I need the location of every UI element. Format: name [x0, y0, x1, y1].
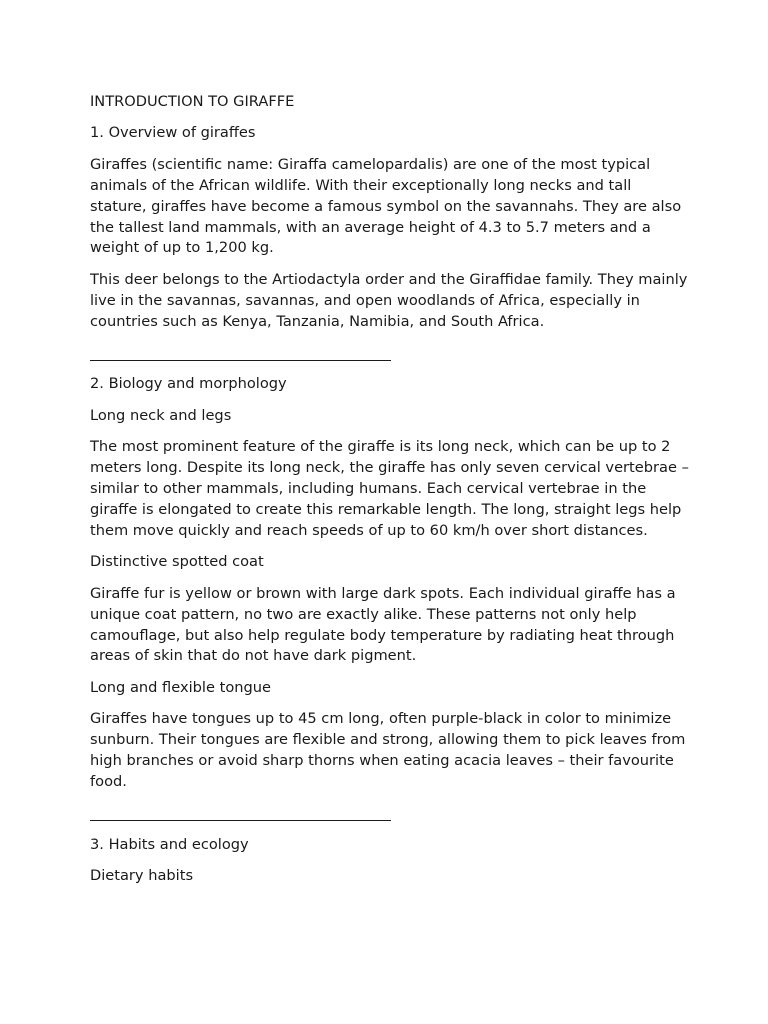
section-3-heading: 3. Habits and ecology: [90, 835, 249, 853]
subsection-paragraph: The most prominent feature of the giraffe is its long neck, which can be up to 2 meters long. Despite its long neck, the giraffe has only seven cervical vertebrae – similar to other mammals, including humans. Each cervical vertebrae in the giraffe is elongated to create this remarkable length. The long, straight legs help them move quickly and reach speeds of up to 60 km/h over short distances.: [90, 438, 689, 539]
section-1-heading: 1. Overview of giraffes: [90, 124, 256, 142]
section-1-paragraph: Giraffes (scientific name: Giraffa camelopardalis) are one of the most typical animals of the African wildlife. With their exceptionally long necks and tall stature, giraffes have become a famous symbol on the savannahs. They are also the tallest land mammals, with an average height of 4.3 to 5.7 meters and a weight of up to 1,200 kg.: [90, 155, 682, 257]
subsection-heading: Long and flexible tongue: [90, 678, 271, 696]
document-title: INTRODUCTION TO GIRAFFE: [90, 93, 295, 110]
document-page: [90, 92, 690, 898]
section-2-heading: 2. Biology and morphology: [90, 375, 287, 393]
subsection-paragraph: Giraffe fur is yellow or brown with large dark spots. Each individual giraffe has a unique coat pattern, no two are exactly alike. These patterns not only help camouflage, but also help regulate body temperature by radiating heat through areas of skin that do not have dark pigment.: [90, 584, 676, 665]
section-divider: [90, 343, 690, 364]
subsection-heading: Dietary habits: [90, 867, 194, 885]
section-divider: [90, 803, 690, 824]
section-1-paragraph: This deer belongs to the Artiodactyla order and the Giraffidae family. They mainly live in the savannas, savannas, and open woodlands of Africa, especially in countries such as Kenya, Tanzania, Namibia, and South Africa.: [90, 270, 688, 330]
subsection-heading: Long neck and legs: [90, 406, 232, 424]
subsection-paragraph: Giraffes have tongues up to 45 cm long, often purple-black in color to minimize sunburn. Their tongues are flexible and strong, allowing them to pick leaves from high branches or avoid sharp thorns when eating acacia leaves – their favourite food.: [90, 710, 686, 790]
subsection-heading: Distinctive spotted coat: [90, 553, 264, 571]
